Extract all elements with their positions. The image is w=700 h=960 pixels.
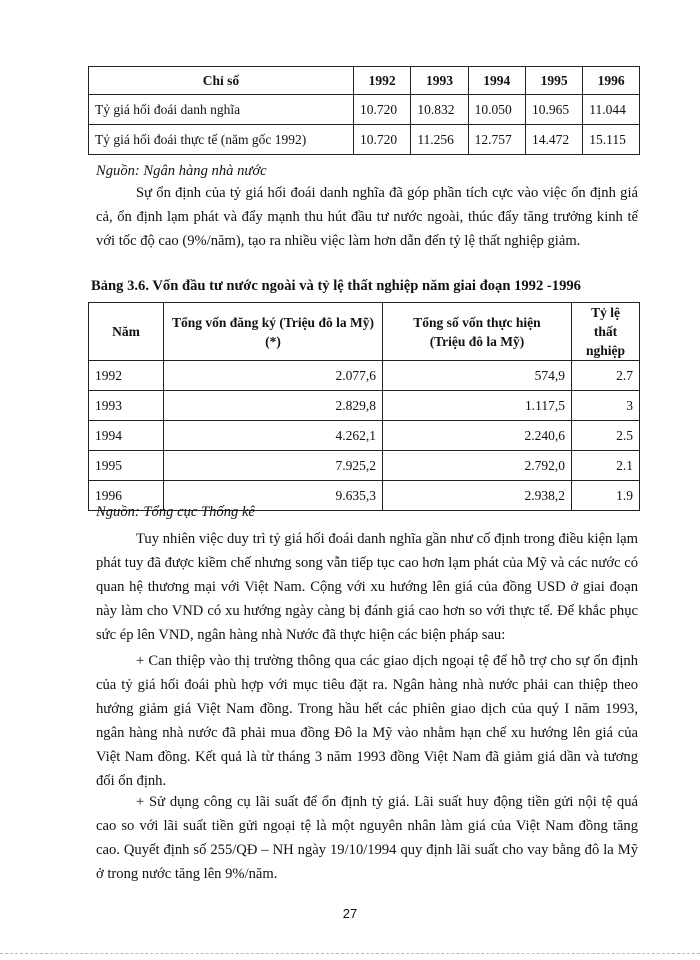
table-cell: 3 bbox=[572, 391, 640, 421]
table-cell: 10.050 bbox=[468, 95, 525, 125]
row-label: Tỷ giá hối đoái danh nghĩa bbox=[89, 95, 354, 125]
table-cell: 10.832 bbox=[411, 95, 468, 125]
header-unemployment-line1: Tỷ lệ thất bbox=[591, 305, 620, 339]
header-registered-line1: Tổng vốn đăng ký (Triệu đô la Mỹ) bbox=[172, 314, 374, 330]
header-implemented-line2: (Triệu đô la Mỹ) bbox=[429, 333, 525, 349]
header-1994: 1994 bbox=[468, 67, 525, 95]
header-implemented-line1: Tổng số vốn thực hiện bbox=[413, 314, 541, 330]
table-cell: 2.829,8 bbox=[164, 391, 383, 421]
table-cell: 10.720 bbox=[354, 125, 411, 155]
year-cell: 1996 bbox=[89, 481, 164, 511]
paragraph-2: Tuy nhiên việc duy trì tỷ giá hối đoái danh nghĩa gần như cố định trong điều kiện lạm phát tuy đã được kiềm chế nhưng song vẫn tiếp tục cao hơn lạm phát của Mỹ và các nước có quan hệ thương mại với Việt Nam. Cộng với xu hướng lên giá của đồng USD ở giai đoạn này làm cho VND có xu hướng ngày càng bị đánh giá cao hơn so với thực tế. Để khắc phục sức ép lên VND, ngân hàng nhà Nước đã thực hiện các biện pháp sau: bbox=[96, 531, 638, 643]
page-number: 27 bbox=[342, 906, 358, 921]
paragraph-4: + Sử dụng công cụ lãi suất để ổn định tỷ giá. Lãi suất huy động tiền gửi nội tệ quá cao so với lãi suất tiền gửi ngoại tệ là một nguyên nhân làm giá của Việt Nam đồng tăng cao. Quyết định số 255/QĐ – NH ngày 19/10/1994 quy định lãi suất cho vay bằng đô la Mỹ ở trong nước tăng lên 9%/năm. bbox=[96, 794, 638, 882]
table-cell: 10.965 bbox=[525, 95, 582, 125]
table-cell: 4.262,1 bbox=[164, 421, 383, 451]
table-cell: 10.720 bbox=[354, 95, 411, 125]
header-1993: 1993 bbox=[411, 67, 468, 95]
year-cell: 1993 bbox=[89, 391, 164, 421]
table-row bbox=[89, 95, 640, 125]
table-cell: 9.635,3 bbox=[164, 481, 383, 511]
table-cell: 574,9 bbox=[383, 361, 572, 391]
table-header-row bbox=[89, 67, 640, 95]
table-cell: 7.925,2 bbox=[164, 451, 383, 481]
table-cell: 14.472 bbox=[525, 125, 582, 155]
page-bottom-divider bbox=[0, 953, 700, 954]
header-registered-capital bbox=[164, 303, 383, 361]
table-cell: 11.256 bbox=[411, 125, 468, 155]
table-cell: 2.5 bbox=[572, 421, 640, 451]
year-cell: 1992 bbox=[89, 361, 164, 391]
table-cell: 15.115 bbox=[583, 125, 640, 155]
header-implemented-capital bbox=[383, 303, 572, 361]
table-row bbox=[89, 391, 640, 421]
row-label: Tỷ giá hối đoái thực tế (năm gốc 1992) bbox=[89, 125, 354, 155]
table-row bbox=[89, 125, 640, 155]
year-cell: 1994 bbox=[89, 421, 164, 451]
year-cell: 1995 bbox=[89, 451, 164, 481]
fdi-unemployment-table bbox=[88, 302, 640, 511]
paragraph-3: + Can thiệp vào thị trường thông qua các giao dịch ngoại tệ để hỗ trợ cho sự ổn định của tỷ giá hối đoái phù hợp với mục tiêu đặt ra. Ngân hàng nhà nước phải can thiệp theo hướng giảm giá Việt Nam đồng. Trong hầu hết các phiên giao dịch của quý I năm 1993, ngân hàng nhà nước đã phải mua đồng Đô la Mỹ vào nhằm hạn chế xu hướng lên giá của Việt Nam đồng. Kết quả là từ tháng 3 năm 1993 đồng Việt Nam đã giảm giá dần và tương đối ổn định. bbox=[96, 653, 638, 789]
header-year: Năm bbox=[89, 303, 164, 361]
header-1996: 1996 bbox=[583, 67, 640, 95]
table-cell: 11.044 bbox=[583, 95, 640, 125]
header-1992: 1992 bbox=[354, 67, 411, 95]
table-row bbox=[89, 361, 640, 391]
exchange-rate-table bbox=[88, 66, 640, 155]
header-registered-line2: (*) bbox=[265, 333, 281, 349]
table-cell: 12.757 bbox=[468, 125, 525, 155]
table-header-row bbox=[89, 303, 640, 361]
source-note-2: Nguồn: Tổng cục Thống kê bbox=[96, 504, 255, 520]
table-cell: 2.938,2 bbox=[383, 481, 572, 511]
table-cell: 2.077,6 bbox=[164, 361, 383, 391]
table-cell: 2.792,0 bbox=[383, 451, 572, 481]
table-cell: 2.240,6 bbox=[383, 421, 572, 451]
header-unemployment-line2: nghiệp bbox=[585, 343, 626, 358]
header-1995: 1995 bbox=[525, 67, 582, 95]
table-cell: 2.1 bbox=[572, 451, 640, 481]
table-cell: 1.9 bbox=[572, 481, 640, 511]
table-cell: 2.7 bbox=[572, 361, 640, 391]
header-unemployment bbox=[572, 303, 640, 361]
table-row bbox=[89, 421, 640, 451]
table-caption: Bảng 3.6. Vốn đầu tư nước ngoài và tỷ lệ thất nghiệp năm giai đoạn 1992 -1996 bbox=[91, 278, 581, 294]
table-cell: 1.117,5 bbox=[383, 391, 572, 421]
source-note-1: Nguồn: Ngân hàng nhà nước bbox=[96, 163, 267, 179]
header-indicator: Chỉ số bbox=[89, 67, 354, 95]
table-row bbox=[89, 451, 640, 481]
paragraph-1: Sự ổn định của tỷ giá hối đoái danh nghĩa đã góp phần tích cực vào việc ổn định giá cả, ổn định lạm phát và đẩy mạnh thu hút đầu tư nước ngoài, thúc đẩy tăng trưởng kinh tế với tốc độ cao (9%/năm), tạo ra nhiều việc làm hơn dẫn đến tỷ lệ thất nghiệp giảm. bbox=[96, 185, 638, 249]
